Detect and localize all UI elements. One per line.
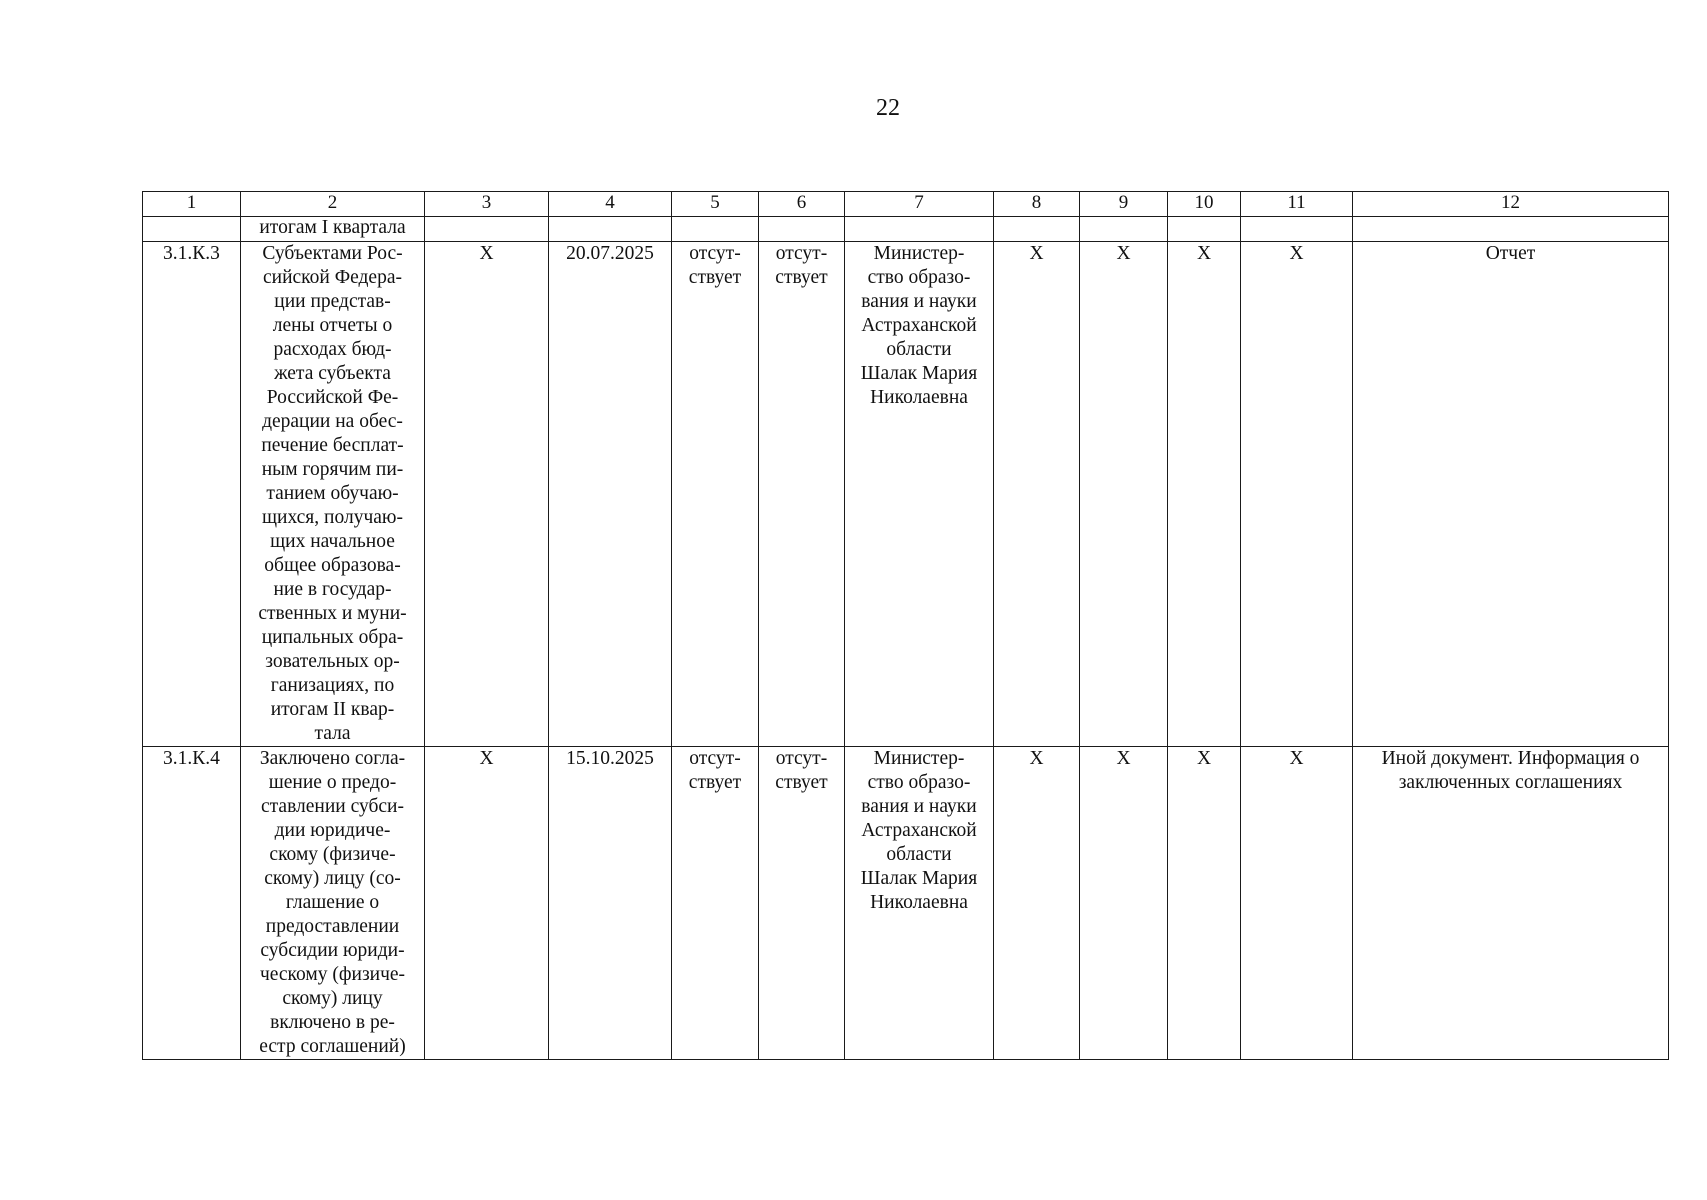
- col6-text: отсут- ствует: [775, 243, 828, 288]
- column-number: 12: [1353, 192, 1669, 217]
- cell-empty: [1168, 217, 1241, 242]
- column-number: 9: [1080, 192, 1168, 217]
- cell-empty: [143, 217, 241, 242]
- row-responsible: [845, 242, 994, 747]
- document-text: Иной документ. Информация о заключенных соглашениях: [1381, 748, 1640, 793]
- description-text: Субъектами Рос- сийской Федера- ции представ- лены отчеты о расходах бюд- жета субъекта Российской Фе- дерации на обес- печение бесплат- ным горячим пи- танием обучаю- щихся, получаю- щих начальное общее образова- ние в государ- ственных и муни- ципальных обра- зовательных ор- ганизациях, по итогам II квар- тала: [258, 243, 407, 744]
- cell-empty: [549, 217, 672, 242]
- cell-x-col9: X: [1080, 747, 1168, 1060]
- cell-x-col11: X: [1241, 747, 1353, 1060]
- column-number: 2: [241, 192, 425, 217]
- cell-col6: [759, 747, 845, 1060]
- table-row: [143, 242, 1669, 747]
- row-code: 3.1.К.3: [143, 242, 241, 747]
- column-number: 5: [672, 192, 759, 217]
- row-date: 20.07.2025: [549, 242, 672, 747]
- row-document: Отчет: [1353, 242, 1669, 747]
- cell-empty: [672, 217, 759, 242]
- responsible-text: Министер- ство образо- вания и науки Астраханской области Шалак Мария Николаевна: [860, 243, 978, 408]
- page-number: 22: [876, 95, 900, 121]
- column-number: 7: [845, 192, 994, 217]
- column-number: 3: [425, 192, 549, 217]
- cell-col5: [672, 242, 759, 747]
- row-description: [241, 747, 425, 1060]
- col5-text: отсут- ствует: [688, 748, 742, 793]
- column-number: 11: [1241, 192, 1353, 217]
- cell-empty: [1080, 217, 1168, 242]
- cell-x-col3: X: [425, 747, 549, 1060]
- col5-text: отсут- ствует: [688, 243, 742, 288]
- row-responsible: [845, 747, 994, 1060]
- description-text: Заключено согла- шение о предо- ставлении субси- дии юридиче- скому (физиче- скому) лицу (со- глашение о предоставлении субсидии юриди- ческому (физиче- скому) лицу включено в ре- естр соглашений): [259, 748, 406, 1057]
- column-number: 8: [994, 192, 1080, 217]
- row-code: 3.1.К.4: [143, 747, 241, 1060]
- cell-x-col8: X: [994, 747, 1080, 1060]
- cell-x-col3: X: [425, 242, 549, 747]
- cell-col6: [759, 242, 845, 747]
- row-document: [1353, 747, 1669, 1060]
- cell-empty: [425, 217, 549, 242]
- cell-x-col9: X: [1080, 242, 1168, 747]
- column-number: 10: [1168, 192, 1241, 217]
- cell-empty: [994, 217, 1080, 242]
- cell-x-col8: X: [994, 242, 1080, 747]
- cell-x-col10: X: [1168, 747, 1241, 1060]
- cell-empty: [1353, 217, 1669, 242]
- col6-text: отсут- ствует: [775, 748, 828, 793]
- cell-col5: [672, 747, 759, 1060]
- cell-empty: [1241, 217, 1353, 242]
- responsible-text: Министер- ство образо- вания и науки Астраханской области Шалак Мария Николаевна: [860, 748, 978, 913]
- column-number: 1: [143, 192, 241, 217]
- cell-x-col11: X: [1241, 242, 1353, 747]
- row-description: [241, 242, 425, 747]
- continuation-row: [143, 217, 1669, 242]
- continuation-text: итогам I квартала: [241, 217, 425, 242]
- cell-x-col10: X: [1168, 242, 1241, 747]
- column-number: 4: [549, 192, 672, 217]
- cell-empty: [759, 217, 845, 242]
- row-date: 15.10.2025: [549, 747, 672, 1060]
- column-number-row: [143, 192, 1669, 217]
- plan-table: [142, 191, 1669, 1060]
- column-number: 6: [759, 192, 845, 217]
- table-row: [143, 747, 1669, 1060]
- cell-empty: [845, 217, 994, 242]
